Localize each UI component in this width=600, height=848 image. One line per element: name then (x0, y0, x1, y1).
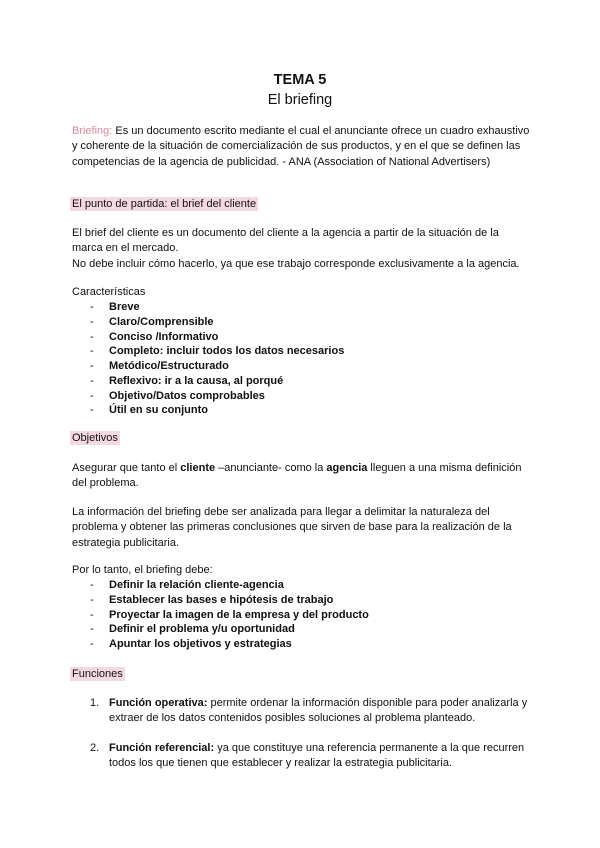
objetivos-text-3: Por lo tanto, el briefing debe: (72, 564, 213, 576)
list-item: - Completo: incluir todos los datos necesarios (72, 344, 532, 359)
caracteristicas-label: Características (72, 286, 146, 298)
list-item (72, 696, 532, 727)
objetivos-text-c: –anunciante- como la (215, 462, 327, 474)
list-item: - Reflexivo: ir a la causa, al porqué (72, 374, 532, 389)
funcion-title: Función operativa: (109, 697, 208, 709)
definition-text: Es un documento escrito mediante el cual el anunciante ofrece un cuadro exhaustivo y coherente de la situación de comercialización de sus productos, y en el que se definen las competencias de la agencia de publicidad. - ANA (Association of National Advertisers) (72, 125, 530, 168)
list-item: - Claro/Comprensible (72, 315, 532, 330)
objetivos-paragraph-3 (72, 563, 532, 652)
list-item: - Conciso /Informativo (72, 330, 532, 345)
definition-label: Briefing: (72, 125, 113, 137)
page-title: TEMA 5 (273, 72, 327, 88)
caracteristicas-block (72, 285, 532, 418)
section-heading-objetivos-text: Objetivos (72, 432, 118, 444)
section-heading-funciones (72, 667, 532, 682)
section-heading-funciones-text: Funciones (72, 668, 123, 680)
list-item: - Objetivo/Datos comprobables (72, 389, 532, 404)
section-heading-objetivos (72, 431, 532, 446)
list-item: - Breve (72, 300, 532, 315)
list-number: 2. (90, 741, 100, 754)
page-subtitle: El briefing (267, 92, 333, 108)
objetivos-paragraph-1 (72, 461, 532, 492)
list-item: - Apuntar los objetivos y estrategias (72, 637, 532, 652)
list-item: - Proyectar la imagen de la empresa y del producto (72, 608, 532, 623)
funcion-text: permite ordenar la información disponible para poder analizarla y extraer de los datos contenidos posibles soluciones al problema planteado. (109, 697, 528, 725)
list-item: - Metódico/Estructurado (72, 359, 532, 374)
funcion-title: Función referencial: (109, 741, 215, 754)
objetivos-paragraph-2: La información del briefing debe ser analizada para llegar a delimitar la naturaleza del problema y obtener las primeras conclusiones que sirven de base para la realización de la estrategia publicitaria. (72, 506, 512, 549)
briefing-debe-list (72, 578, 532, 652)
list-item: - Definir la relación cliente-agencia (72, 578, 532, 593)
definition-paragraph (72, 124, 532, 170)
list-item: - Definir el problema y/u oportunidad (72, 622, 532, 637)
brief-text-2: No debe incluir cómo hacerlo, ya que ese trabajo corresponde exclusivamente a la agencia. (72, 257, 520, 270)
section-heading-brief-text: El punto de partida: el brief del cliente (72, 198, 257, 210)
objetivos-text-cliente: cliente (180, 462, 216, 474)
objetivos-text-a: Asegurar que tanto el (72, 462, 181, 474)
funcion-text: ya que constituye una referencia permanente a la que recurren todos los que tienen que establecer y realizar la estrategia publicitaria. (109, 741, 525, 769)
list-number: 1. (90, 697, 100, 709)
list-item: - Útil en su conjunto (72, 403, 532, 418)
list-item: - Establecer las bases e hipótesis de trabajo (72, 593, 532, 608)
brief-paragraph (72, 226, 532, 272)
objetivos-text-agencia: agencia (326, 462, 368, 474)
objetivos-text-e: lleguen a una misma definición del problema. (72, 462, 522, 490)
list-item (72, 741, 532, 772)
section-heading-brief (72, 197, 532, 212)
brief-text-1: El brief del cliente es un documento del cliente a la agencia a partir de la situación de la marca en el mercado. (72, 227, 499, 255)
caracteristicas-list (72, 300, 532, 418)
funciones-list (72, 696, 532, 771)
